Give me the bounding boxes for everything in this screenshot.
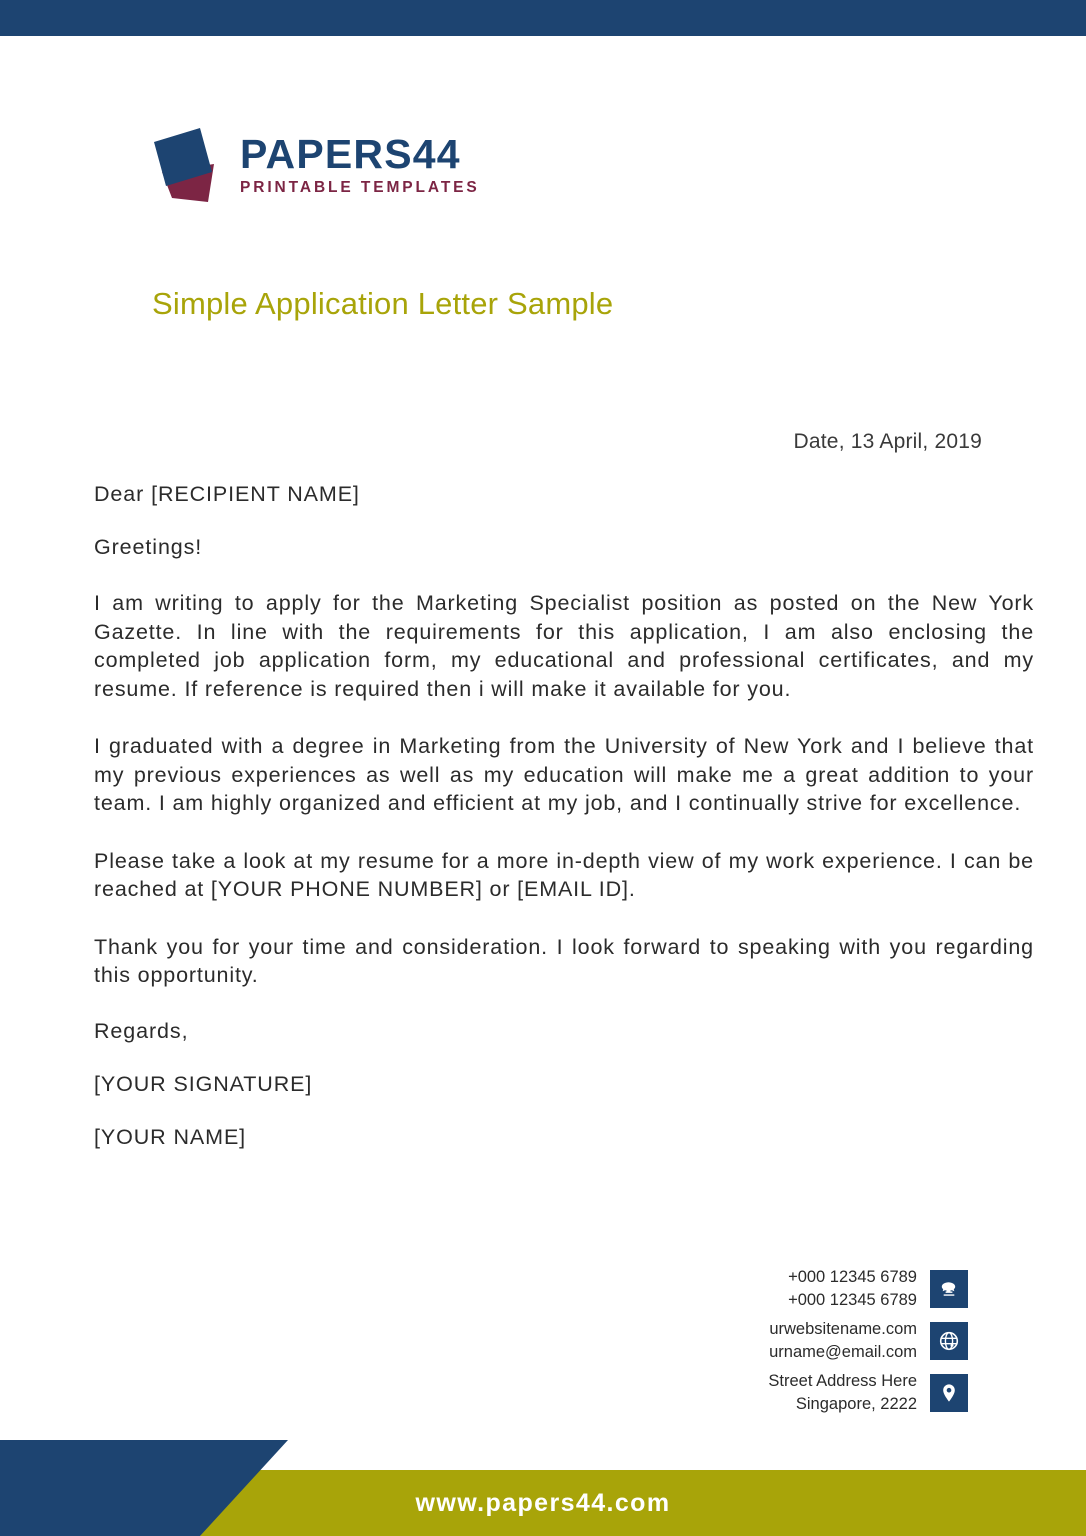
letter-body xyxy=(94,430,1034,1150)
letter-salutation: Dear [RECIPIENT NAME] xyxy=(94,482,360,506)
contact-address-line-1: Street Address Here xyxy=(768,1372,917,1390)
contact-details xyxy=(768,1266,968,1416)
brand-logo xyxy=(150,126,570,212)
letter-name-placeholder: [YOUR NAME] xyxy=(94,1124,247,1149)
contact-row-web xyxy=(769,1318,968,1364)
footer-website-url: www.papers44.com xyxy=(415,1488,671,1517)
telephone-icon xyxy=(930,1270,968,1308)
contact-email: urname@email.com xyxy=(769,1343,917,1361)
page-title: Simple Application Letter Sample xyxy=(152,286,614,321)
papers44-logo-icon xyxy=(150,126,228,210)
contact-address-text xyxy=(768,1370,917,1416)
brand-wordmark: PAPERS44 xyxy=(240,131,461,177)
globe-icon xyxy=(930,1322,968,1360)
letter-date: Date, 13 April, 2019 xyxy=(793,430,982,453)
contact-phone-text xyxy=(788,1266,917,1312)
contact-phone-line-1: +000 12345 6789 xyxy=(788,1268,917,1286)
letter-regards: Regards, xyxy=(94,1018,189,1043)
contact-phone-line-2: +000 12345 6789 xyxy=(788,1291,917,1309)
bottom-banner xyxy=(0,1440,1086,1536)
top-accent-band xyxy=(0,0,1086,36)
contact-row-address xyxy=(768,1370,968,1416)
letter-paragraph: I graduated with a degree in Marketing from the University of New York and I believe that my previous experiences as well as my education will make me a great addition to your team. I am highly organized and efficient at my job, and I continually strive for excellence. xyxy=(94,734,1034,815)
letter-paragraph: Please take a look at my resume for a more in-depth view of my work experience. I can be reached at [YOUR PHONE NUMBER] or [EMAIL ID]. xyxy=(94,848,1034,901)
contact-address-line-2: Singapore, 2222 xyxy=(795,1395,917,1413)
letter-paragraph: Thank you for your time and consideration. I look forward to speaking with you regarding this opportunity. xyxy=(94,934,1034,987)
brand-tagline: PRINTABLE TEMPLATES xyxy=(240,179,480,196)
contact-web-text xyxy=(769,1318,917,1364)
letter-greeting: Greetings! xyxy=(94,535,203,559)
letter-paragraph: I am writing to apply for the Marketing Specialist position as posted on the New York Gazette. In line with the requirements for this application, I am also enclosing the completed job application form, my educational and professional certificates, and my resume. If reference is required then i will make it available for you. xyxy=(94,591,1034,701)
contact-website: urwebsitename.com xyxy=(769,1320,917,1338)
letter-signature-placeholder: [YOUR SIGNATURE] xyxy=(94,1071,313,1096)
contact-row-phone xyxy=(788,1266,968,1312)
location-pin-icon xyxy=(930,1374,968,1412)
brand-logotype xyxy=(240,132,480,198)
